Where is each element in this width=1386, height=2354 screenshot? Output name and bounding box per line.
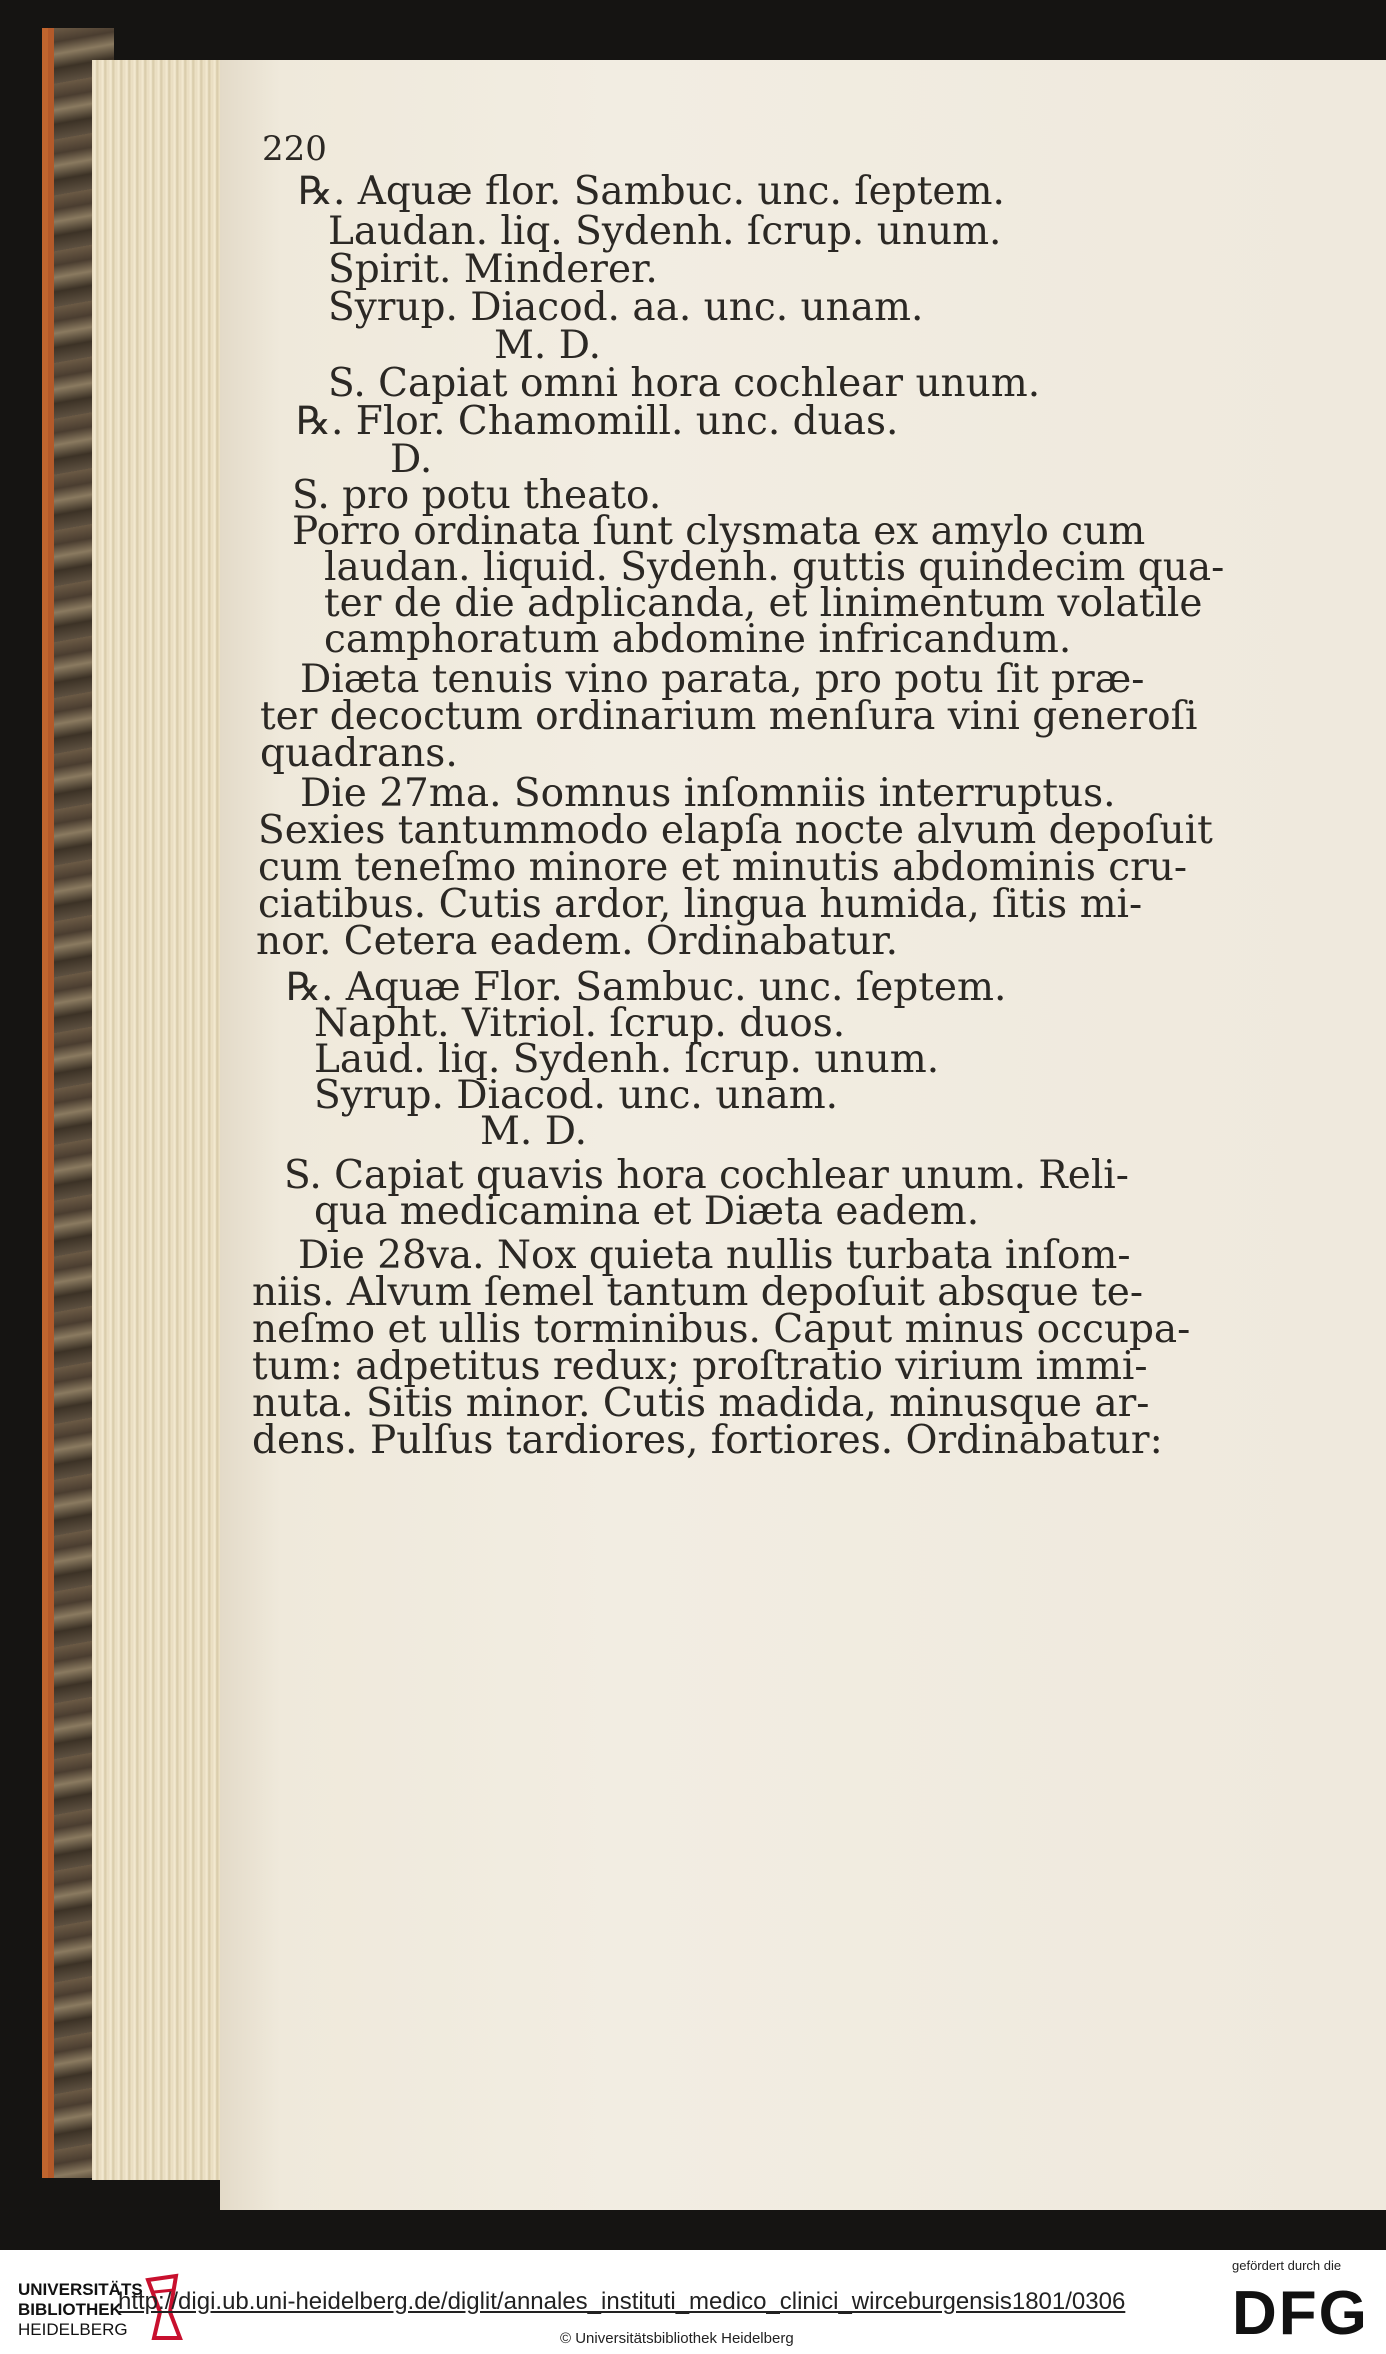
text-line: ter decoctum ordinarium menſura vini generoſi	[260, 694, 1198, 739]
text-line: Die 27ma. Somnus inſomniis interruptus.	[300, 771, 1116, 816]
institution-line: UNIVERSITÄTS	[18, 2280, 143, 2299]
text-line: nor. Cetera eadem. Ordinabatur.	[256, 919, 899, 964]
text-line: ℞. Aquæ flor. Sambuc. unc. ſeptem.	[298, 169, 1005, 214]
text-line: M. D.	[480, 1109, 588, 1154]
text-line: Laud. liq. Sydenh. ſcrup. unum.	[314, 1037, 940, 1082]
dfg-logo: DFG	[1232, 2279, 1369, 2348]
text-line: Syrup. Diacod. aa. unc. unam.	[328, 285, 924, 330]
text-line: D.	[390, 437, 433, 482]
text-line: niis. Alvum ſemel tantum depoſuit absque te-	[252, 1270, 1144, 1315]
text-line: tum: adpetitus redux; proſtratio virium immi-	[252, 1344, 1148, 1389]
text-line: nuta. Sitis minor. Cutis madida, minusque ar-	[252, 1381, 1150, 1426]
text-line: qua medicamina et Diæta eadem.	[314, 1189, 980, 1234]
funding-note: gefördert durch die	[1232, 2258, 1342, 2273]
text-line: ℞. Aquæ Flor. Sambuc. unc. ſeptem.	[286, 965, 1007, 1010]
text-line: neſmo et ullis torminibus. Caput minus occupa-	[252, 1307, 1191, 1352]
text-line: dens. Pulſus tardiores, fortiores. Ordinabatur:	[252, 1418, 1163, 1463]
text-line: S. pro potu theato.	[292, 473, 662, 518]
text-line: ℞. Flor. Chamomill. unc. duas.	[296, 399, 899, 444]
text-line: S. Capiat omni hora cochlear unum.	[328, 361, 1041, 406]
text-line: quadrans.	[260, 731, 458, 776]
copyright-notice: © Universitätsbibliothek Heidelberg	[560, 2330, 794, 2347]
text-line: Die 28va. Nox quieta nullis turbata inſom-	[298, 1233, 1131, 1278]
text-line: Sexies tantummodo elapſa nocte alvum depoſuit	[258, 808, 1213, 853]
institution-line: HEIDELBERG	[18, 2320, 128, 2339]
text-line: camphoratum abdomine infricandum.	[324, 617, 1072, 662]
footer-bar	[0, 2250, 1386, 2354]
text-line: Napht. Vitriol. ſcrup. duos.	[314, 1001, 846, 1046]
text-line: Syrup. Diacod. unc. unam.	[314, 1073, 839, 1118]
text-line: M. D.	[494, 323, 602, 368]
page-number: 220	[262, 129, 327, 169]
text-line: Laudan. liq. Sydenh. ſcrup. unum.	[328, 209, 1002, 254]
permalink-url[interactable]: http://digi.ub.uni-heidelberg.de/diglit/annales_instituti_medico_clinici_wirceburgensis1801/0306	[118, 2288, 1126, 2315]
institution-line: BIBLIOTHEK	[18, 2300, 122, 2319]
text-line: Diæta tenuis vino parata, pro potu ſit præ-	[300, 657, 1145, 702]
text-line: cum teneſmo minore et minutis abdominis cru-	[258, 845, 1188, 890]
text-line: laudan. liquid. Sydenh. guttis quindecim qua-	[324, 545, 1225, 590]
text-line: Spirit. Minderer.	[328, 247, 658, 292]
text-line: S. Capiat quavis hora cochlear unum. Reli-	[284, 1153, 1129, 1198]
text-line: Porro ordinata ſunt clysmata ex amylo cum	[292, 509, 1146, 554]
text-line: ciatibus. Cutis ardor, lingua humida, ſitis mi-	[258, 882, 1143, 927]
text-line: ter de die adplicanda, et linimentum volatile	[324, 581, 1203, 626]
